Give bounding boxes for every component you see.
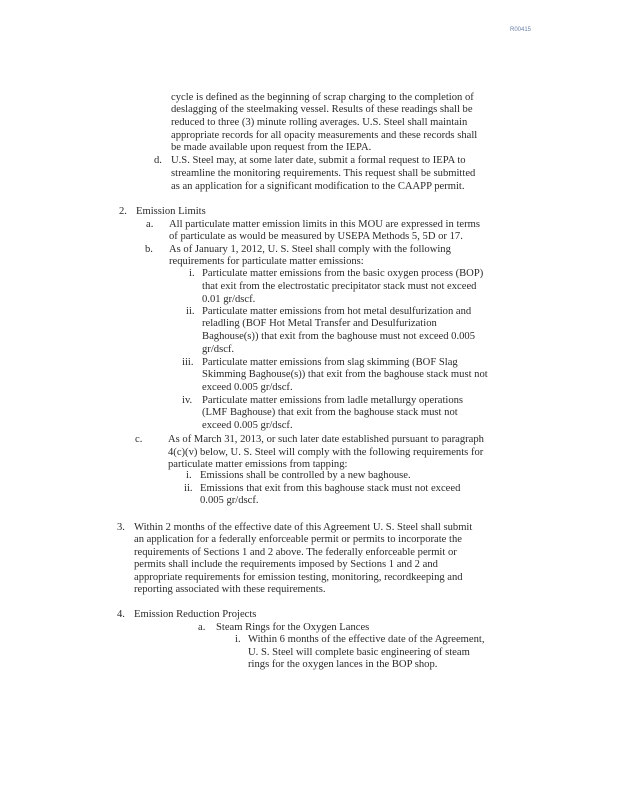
section-number: 4.: [117, 609, 125, 620]
subsection-heading: Steam Rings for the Oxygen Lances: [216, 622, 370, 633]
text-line: reladling (BOF Hot Metal Transfer and Desulfurization: [202, 318, 437, 329]
text-line: streamline the monitoring requirements. This request shall be submitted: [171, 168, 476, 179]
text-line: particulate matter emissions from tapping:: [168, 459, 348, 470]
list-marker: i.: [186, 470, 192, 481]
text-line: exceed 0.005 gr/dscf.: [202, 420, 293, 431]
text-line: Within 2 months of the effective date of this Agreement U. S. Steel shall submit: [134, 522, 473, 533]
section-heading: Emission Reduction Projects: [134, 609, 257, 620]
text-line: All particulate matter emission limits in this MOU are expressed in terms: [169, 219, 480, 230]
text-line: Emissions shall be controlled by a new baghouse.: [200, 470, 411, 481]
list-marker: iii.: [182, 357, 194, 368]
text-line: deslagging of the steelmaking vessel. Results of these readings shall be: [171, 104, 473, 115]
text-line: that exit from the electrostatic precipitator stack must not exceed: [202, 281, 477, 292]
text-line: Particulate matter emissions from the basic oxygen process (BOP): [202, 268, 484, 279]
list-marker: a.: [146, 219, 154, 230]
list-marker: a.: [198, 622, 206, 633]
list-marker: c.: [135, 434, 143, 445]
list-marker: ii.: [186, 306, 195, 317]
text-line: U.S. Steel may, at some later date, submit a formal request to IEPA to: [171, 155, 466, 166]
list-marker: d.: [154, 155, 162, 166]
text-line: As of March 31, 2013, or such later date established pursuant to paragraph: [168, 434, 484, 445]
text-line: Within 6 months of the effective date of the Agreement,: [248, 634, 485, 645]
text-line: permits shall include the requirements imposed by Sections 1 and 2 and: [134, 559, 438, 570]
text-line: of particulate as would be measured by USEPA Methods 5, 5D or 17.: [169, 231, 463, 242]
text-line: 0.01 gr/dscf.: [202, 294, 256, 305]
text-line: requirements for particulate matter emissions:: [169, 256, 364, 267]
text-line: U. S. Steel will complete basic engineering of steam: [248, 647, 470, 658]
text-line: Skimming Baghouse(s)) that exit from the baghouse stack must not: [202, 369, 488, 380]
text-line: cycle is defined as the beginning of scrap charging to the completion of: [171, 92, 474, 103]
text-line: 4(c)(v) below, U. S. Steel will comply with the following requirements for: [168, 447, 484, 458]
text-line: As of January 1, 2012, U. S. Steel shall comply with the following: [169, 244, 451, 255]
text-line: requirements of Sections 1 and 2 above. The federally enforceable permit or: [134, 547, 457, 558]
text-line: gr/dscf.: [202, 344, 235, 355]
text-line: (LMF Baghouse) that exit from the baghouse stack must not: [202, 407, 458, 418]
list-marker: ii.: [184, 483, 193, 494]
text-line: rings for the oxygen lances in the BOP shop.: [248, 659, 438, 670]
text-line: Particulate matter emissions from slag skimming (BOF Slag: [202, 357, 458, 368]
text-line: Emissions that exit from this baghouse stack must not exceed: [200, 483, 461, 494]
section-heading: Emission Limits: [136, 206, 206, 217]
page-id-stamp: R00415: [510, 27, 532, 33]
text-line: Particulate matter emissions from ladle metallurgy operations: [202, 395, 464, 406]
text-line: Baghouse(s)) that exit from the baghouse must not exceed 0.005: [202, 331, 476, 342]
text-line: 0.005 gr/dscf.: [200, 495, 259, 506]
text-line: reduced to three (3) minute rolling averages. U.S. Steel shall maintain: [171, 117, 468, 128]
text-line: exceed 0.005 gr/dscf.: [202, 382, 293, 393]
text-line: Particulate matter emissions from hot metal desulfurization and: [202, 306, 472, 317]
text-line: appropriate requirements for emission testing, monitoring, recordkeeping and: [134, 572, 463, 583]
section-number: 3.: [117, 522, 125, 533]
text-line: as an application for a significant modification to the CAAPP permit.: [171, 181, 465, 192]
list-marker: i.: [189, 268, 195, 279]
text-line: an application for a federally enforceable permit or permits to incorporate the: [134, 534, 462, 545]
list-marker: b.: [145, 244, 153, 255]
list-marker: i.: [235, 634, 241, 645]
text-line: appropriate records for all opacity measurements and these records shall: [171, 130, 478, 141]
text-line: reporting associated with these requirements.: [134, 584, 326, 595]
text-line: be made available upon request from the IEPA.: [171, 142, 372, 153]
section-number: 2.: [119, 206, 127, 217]
list-marker: iv.: [182, 395, 193, 406]
